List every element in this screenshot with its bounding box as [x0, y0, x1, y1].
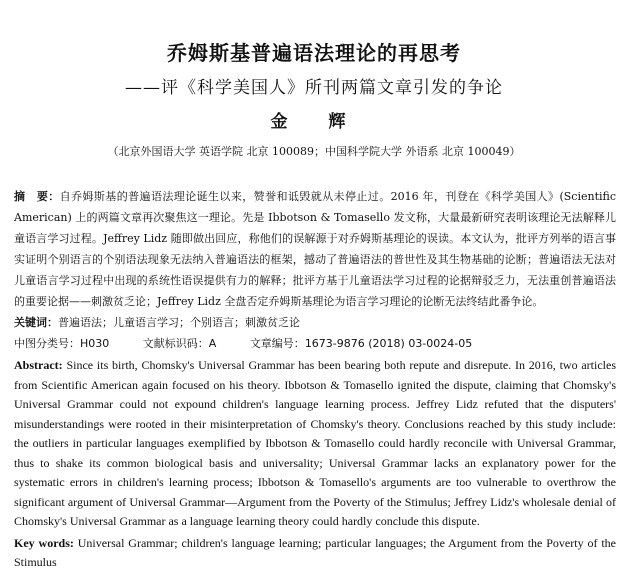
abstract-en-label: Abstract:	[14, 358, 63, 372]
keywords-cn	[14, 312, 616, 333]
clc-value: H030	[80, 337, 110, 350]
keywords-cn-text: 普遍语法；儿童语言学习；个别语言；刺激贫乏论	[58, 316, 300, 329]
keywords-en-text: Universal Grammar; children's language learning; particular languages; the Argument from the Poverty of the Stimulus	[14, 535, 616, 569]
author: 金 辉	[270, 112, 358, 132]
abstract-en-text: Since its birth, Chomsky's Universal Grammar has been bearing both repute and disrepute. In 2016, two articles from Scientific American again focused on his theory. Ibbotson & Tomasello ignited the dispute, claiming that Chomsky's Universal Grammar could not expound children's language learning process. Jeffrey Lidz refuted that the disputers' misunderstandings were rooted in their misinterpretation of Chomsky's theory. Conclusions reached by this study include: the outliers in particular languages exemplified by Ibbotson & Tomasello could hardly reconcile with Universal Grammar, thus to shake its common biological basis and universality; Universal Grammar lacks an explanatory power for the systematic errors in children's learning process; Ibbotson & Tomasello's arguments are too vulnerable to overthrow the significant argument of Universal Grammar—Argument from the Poverty of the Stimulus; Jeffrey Lidz's wholesale denial of Chomsky's Universal Grammar as a language learning theory could hardly conclude this dispute.	[14, 358, 617, 528]
article-id-label: 文章编号：	[249, 337, 305, 350]
clc-label: 中图分类号：	[14, 337, 80, 350]
article-id-value: 1673-9876 (2018) 03-0024-05	[304, 337, 473, 350]
keywords-en-label: Key words:	[14, 535, 74, 550]
affiliation: （北京外国语大学 英语学院 北京 100089；中国科学院大学 外语系 北京 100049）	[107, 145, 521, 158]
abstract-cn	[14, 186, 616, 312]
paper-title: 乔姆斯基普遍语法理论的再思考	[167, 41, 461, 65]
abstract-en	[14, 356, 616, 532]
paper-subtitle: ——评《科学美国人》所刊两篇文章引发的争论	[125, 78, 503, 98]
doc-code-value: A	[208, 337, 217, 350]
classification-line	[14, 333, 616, 354]
abstract-cn-label: 摘 要：	[14, 190, 60, 203]
abstract-cn-text: 自乔姆斯基的普遍语法理论诞生以来，赞誉和诋毁就从未停止过。2016 年，刊登在《科学美国人》(Scientific American) 上的两篇文章再次聚焦这一理论。先是 Ibbotson & Tomasello 发文称，大量最新研究表明该理论无法解释儿童语言学习过程。Jeffrey Lidz 随即做出回应，称他们的误解源于对乔姆斯基理论的误读。本文认为，批评方列举的语言事实证明个别语言的个别语法现象无法纳入普遍语法的框架，撼动了普遍语法的普世性及其生物基础的论断；普遍语法无法对儿童语言学习过程中出现的系统性语误提供有力的解释；批评方基于儿童语法学习过程的论据辩驳乏力，无法重创普遍语法的重要论据——刺激贫乏论；Jeffrey Lidz 全盘否定乔姆斯基理论为语言学习理论的论断无法终结此番争论。	[14, 190, 616, 308]
keywords-en	[14, 534, 616, 573]
keywords-cn-label: 关键词：	[14, 316, 58, 329]
doc-code-label: 文献标识码：	[142, 337, 209, 350]
